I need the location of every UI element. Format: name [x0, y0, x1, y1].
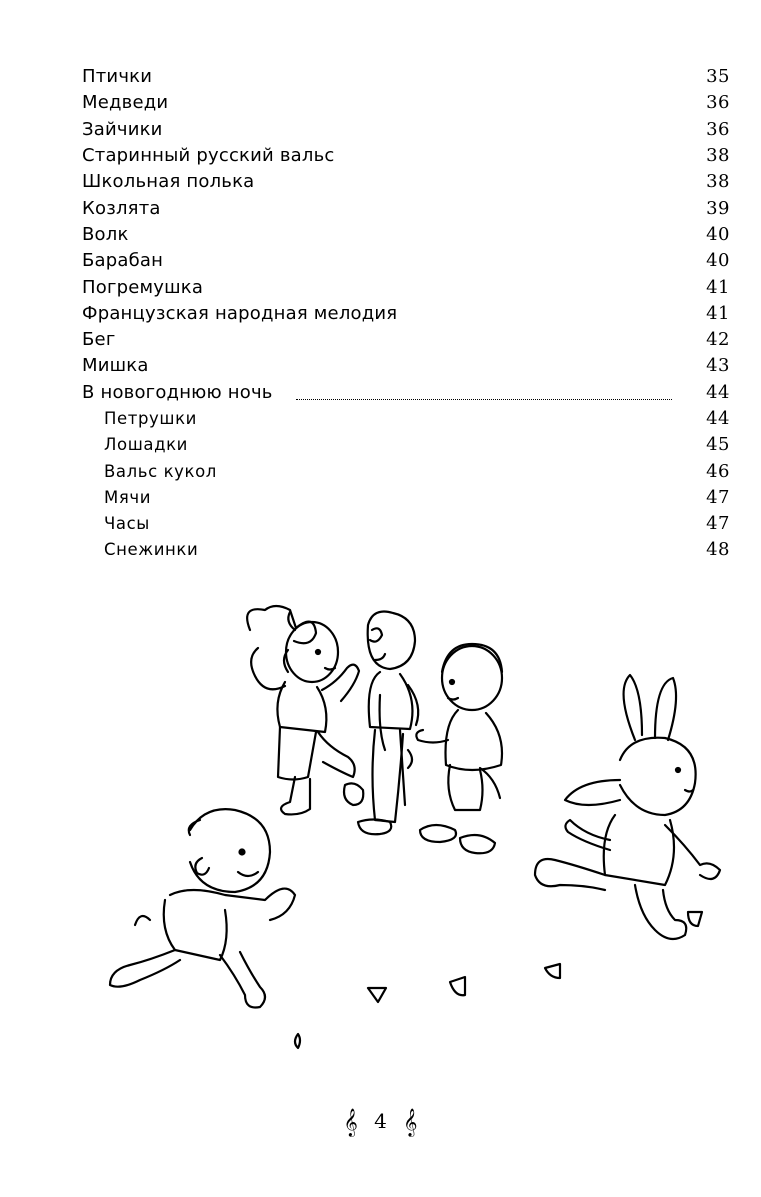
toc-entry: [82, 143, 730, 169]
toc-subentry: [82, 432, 730, 458]
toc-subentry: [82, 406, 730, 432]
toc-subentry-page: 47: [706, 513, 730, 535]
running-boy-figure: [110, 809, 295, 1007]
treble-clef-icon: 𝄞: [403, 1108, 418, 1136]
toc-entry-title: Волк: [82, 223, 129, 245]
page-number: 4: [374, 1109, 387, 1133]
toc-entry-page: 42: [706, 329, 730, 351]
toc-entry-title: Зайчики: [82, 118, 163, 140]
toc-subentry-title: Лошадки: [104, 435, 189, 455]
toc-entry-page: 36: [706, 92, 730, 114]
toc-entry-page: 44: [706, 381, 730, 403]
toc-entry-title: Барабан: [82, 250, 164, 272]
boy-center-figure: [358, 612, 418, 835]
toc-entry-title: Старинный русский вальс: [82, 145, 335, 167]
toc-entry-title: Медведи: [82, 92, 169, 114]
toc-subentry: [82, 511, 730, 537]
toc-entry-title: В новогоднюю ночь: [82, 381, 273, 403]
toc-subentry: [82, 537, 730, 563]
toc-subentry-page: 48: [706, 539, 730, 561]
toc-subentry-page: 44: [706, 408, 730, 429]
toc-entry: [82, 353, 730, 379]
toc-entry-page: 39: [706, 197, 730, 219]
toc-entry-title: Козлята: [82, 197, 161, 219]
toc-subentry-title: Вальс кукол: [104, 461, 217, 481]
page-footer: [0, 1108, 761, 1136]
toc-entry: [82, 301, 730, 327]
toc-entry: [82, 222, 730, 248]
toc-entry: [82, 248, 730, 274]
toc-entry: [82, 327, 730, 353]
toc-entry-page: 38: [706, 145, 730, 167]
toc-subentry-title: Часы: [104, 514, 150, 534]
toc-subentry-title: Снежинки: [104, 540, 199, 560]
toc-subentry-page: 46: [706, 460, 730, 482]
toc-entry: [82, 169, 730, 195]
toc-entry-page: 36: [706, 118, 730, 140]
toc-entry-title: Птички: [82, 66, 153, 88]
toc-entry: [82, 274, 730, 300]
toc-entry-title: Погремушка: [82, 276, 204, 298]
toc-entry-page: 43: [706, 355, 730, 377]
toc-subentry-title: Мячи: [104, 487, 152, 507]
toc-entry: [82, 195, 730, 221]
toc-entry-title: Мишка: [82, 355, 149, 377]
toc-subentry-title: Петрушки: [104, 409, 197, 428]
toc-entry-page: 38: [706, 171, 730, 193]
toc-subentry: [82, 458, 730, 484]
toc-entry-page: 41: [706, 276, 730, 298]
toc-entry-page: 40: [706, 250, 730, 272]
table-of-contents: [82, 64, 730, 564]
children-playing-illustration: [90, 590, 730, 1070]
toc-subentry-page: 45: [706, 434, 730, 456]
toc-entry-page: 41: [706, 302, 730, 324]
toc-entry: [82, 64, 730, 90]
toc-entry: [82, 90, 730, 116]
girl-with-bow-figure: [247, 606, 363, 814]
dot-leader: [296, 399, 672, 400]
toc-entry-page: 40: [706, 223, 730, 245]
toc-entry-title: Французская народная мелодия: [82, 302, 398, 324]
toc-subentry-page: 47: [706, 486, 730, 508]
toc-entry-page: 35: [706, 66, 730, 88]
treble-clef-icon: 𝄞: [343, 1108, 358, 1136]
ground-pieces: [295, 912, 702, 1048]
toc-entry-title: Школьная полька: [82, 171, 255, 193]
toc-entry-title: Бег: [82, 329, 116, 351]
bunny-girl-figure: [535, 675, 720, 939]
toc-entry-group-heading: [82, 380, 730, 406]
toc-subentry: [82, 485, 730, 511]
boy-right-figure: [416, 644, 502, 853]
toc-entry: [82, 117, 730, 143]
